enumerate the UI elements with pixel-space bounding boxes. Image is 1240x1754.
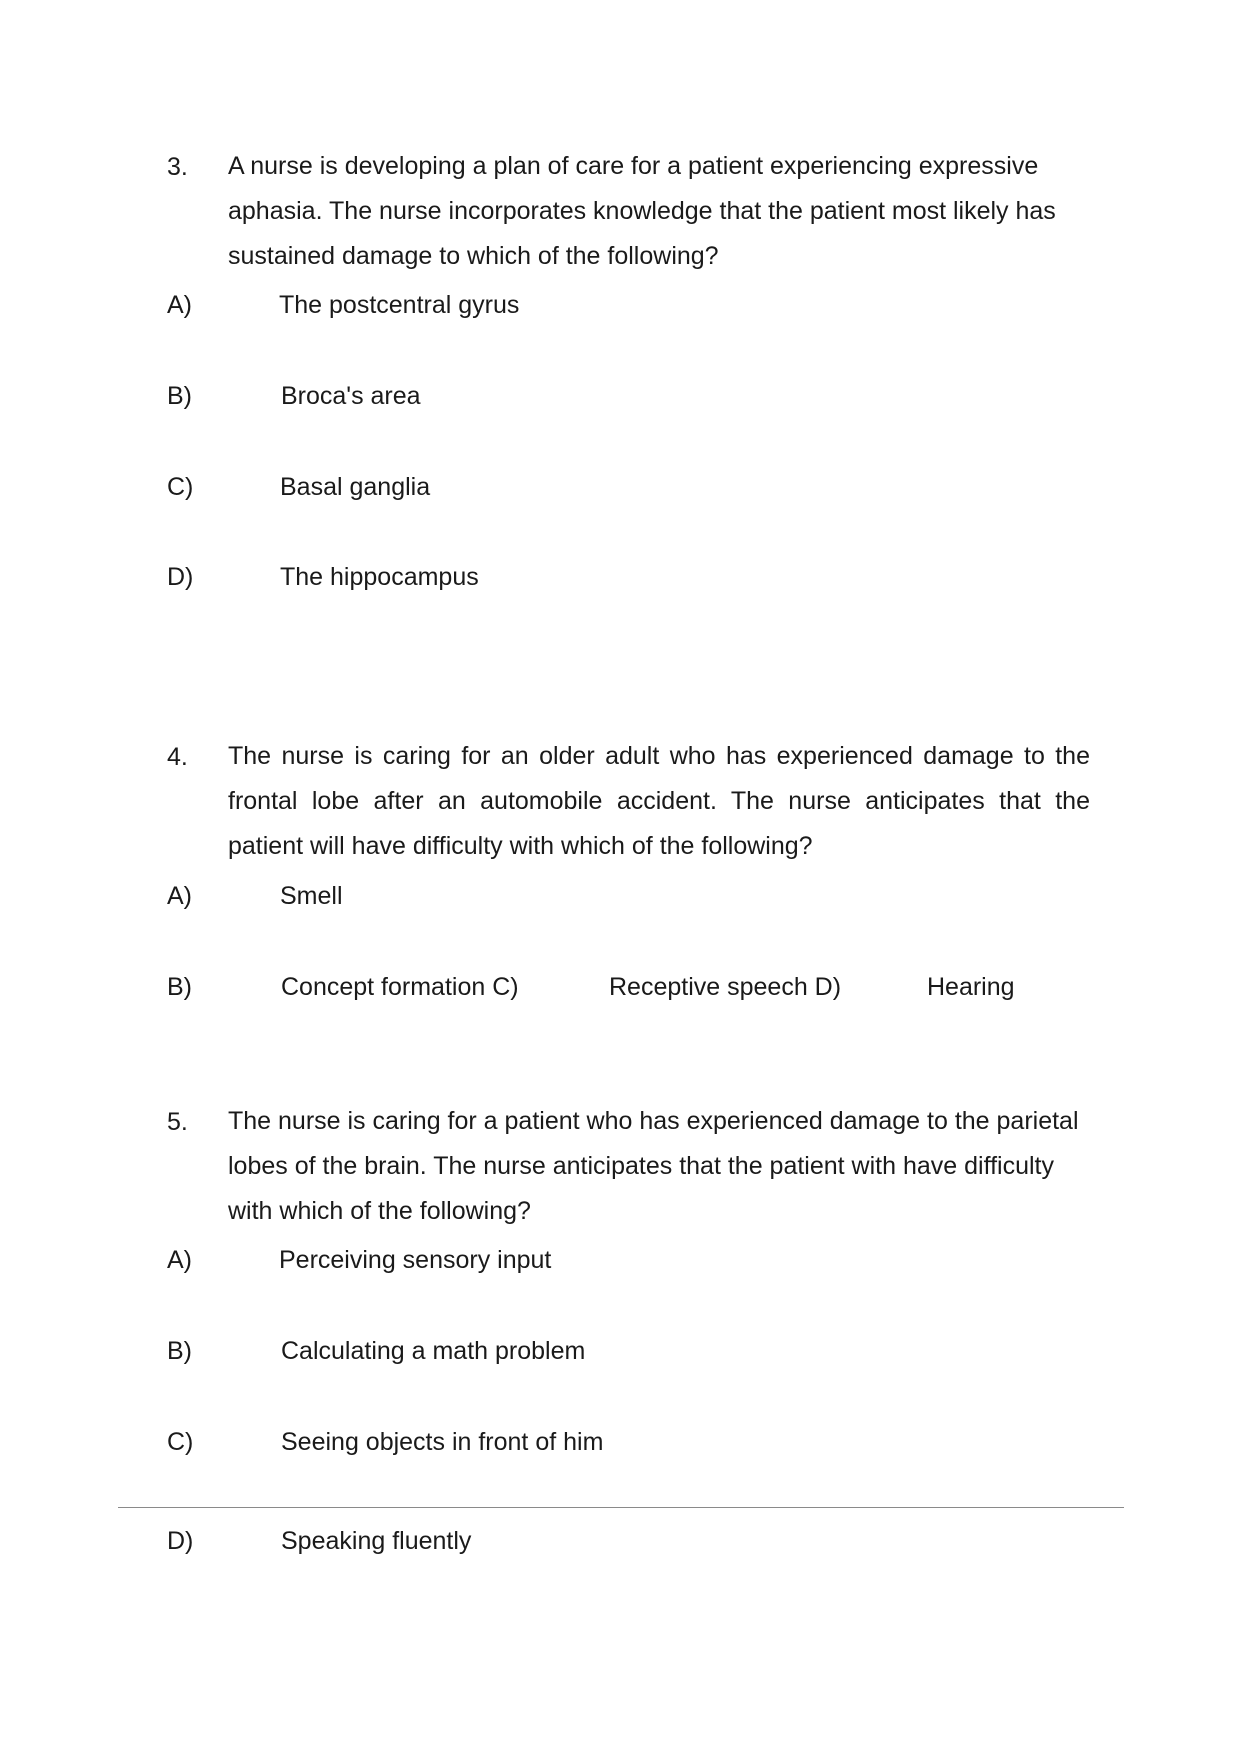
- option-text: Speaking fluently: [281, 1527, 472, 1555]
- option-text: Calculating a math problem: [281, 1337, 586, 1365]
- option-text: Concept formation C): [281, 973, 519, 1001]
- option-text: Hearing: [927, 973, 1015, 1001]
- option-letter: C): [167, 473, 194, 501]
- option-letter: C): [167, 1428, 194, 1456]
- question-number: 5.: [167, 1108, 188, 1136]
- question-number: 3.: [167, 153, 188, 181]
- question-text: The nurse is caring for a patient who has experienced damage to the parietal lobes of the brain. The nurse anticipates that the patient with have difficulty with which of the following?: [228, 1107, 1079, 1225]
- option-letter: D): [167, 1527, 194, 1555]
- option-letter: D): [167, 563, 194, 591]
- option-letter: B): [167, 1337, 192, 1365]
- option-letter: B): [167, 382, 192, 410]
- option-text: Broca's area: [281, 382, 421, 410]
- page-divider: [118, 1507, 1124, 1508]
- option-text: Seeing objects in front of him: [281, 1428, 604, 1456]
- question-text: A nurse is developing a plan of care for a patient experiencing expressive aphasia. The nurse incorporates knowledge that the patient most likely has sustained damage to which of the following?: [228, 152, 1056, 270]
- option-letter: A): [167, 882, 192, 910]
- option-letter: A): [167, 1246, 192, 1274]
- option-text: Perceiving sensory input: [279, 1246, 552, 1274]
- option-text: Basal ganglia: [280, 473, 431, 501]
- option-letter: B): [167, 973, 192, 1001]
- option-letter: A): [167, 291, 192, 319]
- question-number: 4.: [167, 743, 188, 771]
- option-text: Smell: [280, 882, 343, 910]
- option-text: The hippocampus: [280, 563, 479, 591]
- option-text: The postcentral gyrus: [279, 291, 520, 319]
- question-text: The nurse is caring for an older adult who has experienced damage to the frontal lobe after an automobile accident. The nurse anticipates that the patient will have difficulty with which of the following?: [228, 742, 1090, 860]
- option-text: Receptive speech D): [609, 973, 842, 1001]
